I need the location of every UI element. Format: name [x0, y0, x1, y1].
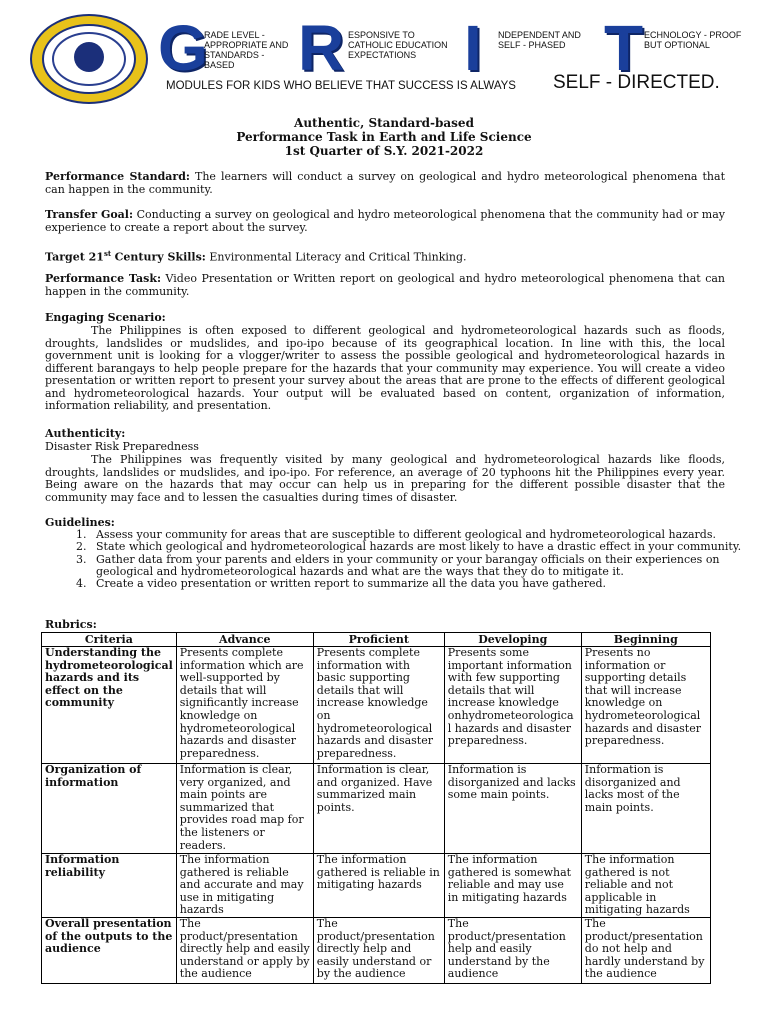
authenticity-text: The Philippines was frequently visited by many geological and hydrometeorological hazards like floods, droughts, landslides or mudslides, and ipo-ipo. For reference, an average of 20 typhoons hit the Philippines every year. Being aware on the hazards that may occur can help us in preparing for the different possible disaster that the community may face and to lessen the casualties during times of disaster.	[45, 453, 725, 504]
rubric-criteria-cell: Organization of information	[42, 764, 177, 854]
banner-r-text: ESPONSIVE TO CATHOLIC EDUCATION EXPECTATIONS	[348, 30, 448, 60]
transfer-goal	[45, 209, 725, 234]
rubric-developing-cell: The information gathered is somewhat reliable and may use in mitigating hazards	[444, 854, 581, 918]
banner-tagline-emphasis: SELF - DIRECTED.	[553, 72, 720, 93]
performance-task	[45, 273, 725, 298]
banner-tagline: MODULES FOR KIDS WHO BELIEVE THAT SUCCESS IS ALWAYS	[166, 80, 516, 92]
rubrics-label: Rubrics:	[45, 618, 97, 631]
banner-i-text: NDEPENDENT AND SELF - PHASED	[498, 30, 581, 50]
rubric-developing-cell: The product/presentation help and easily understand by the audience	[444, 918, 581, 984]
rubric-header-developing: Developing	[444, 633, 581, 647]
rubric-developing-cell: Information is disorganized and lacks some main points.	[444, 764, 581, 854]
rubric-advance-cell: The information gathered is reliable and accurate and may use in mitigating hazards	[176, 854, 313, 918]
banner-letter-g: G	[158, 12, 208, 84]
school-seal	[30, 14, 148, 104]
rubric-header-proficient: Proficient	[313, 633, 444, 647]
banner-letter-i: I	[464, 12, 482, 84]
performance-task-label: Performance Task:	[45, 272, 162, 285]
guideline-item: 2. State which geological and hydrometeorological hazards are most likely to have a drastic effect in your community.	[90, 541, 768, 553]
guidelines-list	[45, 529, 768, 590]
rubric-row	[42, 918, 711, 984]
guideline-item: 1. Assess your community for areas that are susceptible to different geological and hydrometeorological hazards.	[90, 529, 768, 541]
title-line-1: Authentic, Standard-based	[294, 116, 474, 130]
seal-emblem-icon	[74, 42, 104, 72]
rubric-proficient-cell: Information is clear, and organized. Have summarized main points.	[313, 764, 444, 854]
rubric-criteria-cell: Overall presentation of the outputs to the audience	[42, 918, 177, 984]
rubric-proficient-cell: Presents complete information with basic supporting details that will increase knowledge on hydrometeorological hazards and disaster preparedness.	[313, 647, 444, 764]
performance-standard-text: The learners will conduct a survey on geological and hydro meteorological phenomena that can happen in the community.	[45, 170, 725, 196]
engaging-scenario-label: Engaging Scenario:	[45, 311, 166, 324]
rubric-beginning-cell: Presents no information or supporting details that will increase knowledge on hydrometeorological hazards and disaster preparedness.	[581, 647, 710, 764]
guideline-item: 3. Gather data from your parents and elders in your community or your barangay officials on their experiences on geological and hydrometeorological hazards and what are the ways that they do to mitigate it.	[90, 554, 768, 579]
title-line-2: Performance Task in Earth and Life Science	[236, 130, 532, 144]
rubric-header-row	[42, 633, 711, 647]
rubric-criteria-cell: Understanding the hydrometeorological hazards and its effect on the community	[42, 647, 177, 764]
banner-t-text: ECHNOLOGY - PROOF BUT OPTIONAL	[644, 30, 742, 50]
transfer-goal-text: Conducting a survey on geological and hydro meteorological phenomena that the community had or may experience to create a report about the survey.	[45, 208, 726, 234]
guidelines-label: Guidelines:	[45, 516, 115, 529]
rubric-advance-cell: Information is clear, very organized, and main points are summarized that provides road map for the listeners or readers.	[176, 764, 313, 854]
rubric-row	[42, 647, 711, 764]
banner-letter-r: R	[298, 12, 345, 84]
rubric-beginning-cell: The information gathered is not reliable and not applicable in mitigating hazards	[581, 854, 710, 918]
rubric-advance-cell: The product/presentation directly help and easily understand or apply by the audience	[176, 918, 313, 984]
transfer-goal-label: Transfer Goal:	[45, 208, 134, 221]
target-skills	[45, 248, 725, 264]
rubric-proficient-cell: The information gathered is reliable in mitigating hazards	[313, 854, 444, 918]
rubric-table	[41, 632, 711, 984]
performance-standard	[45, 171, 725, 196]
performance-task-text: Video Presentation or Written report on geological and hydro meteorological phenomena that can happen in the community.	[45, 272, 725, 298]
rubric-header-criteria: Criteria	[42, 633, 177, 647]
target-skills-label-sup: st	[103, 249, 112, 258]
rubric-developing-cell: Presents some important information with few supporting details that will increase knowledge onhydrometeorologica l hazards and disaster preparedness.	[444, 647, 581, 764]
rubric-row	[42, 854, 711, 918]
title-line-3: 1st Quarter of S.Y. 2021-2022	[284, 144, 484, 158]
guideline-item: 4. Create a video presentation or written report to summarize all the data you have gathered.	[90, 578, 768, 590]
rubric-beginning-cell: The product/presentation do not help and hardly understand by the audience	[581, 918, 710, 984]
target-skills-label-b: Century Skills:	[114, 250, 206, 264]
rubric-row	[42, 764, 711, 854]
target-skills-label-a: Target 21	[45, 250, 104, 264]
rubric-header-advance: Advance	[176, 633, 313, 647]
banner-letter-t: T	[604, 12, 644, 84]
banner-g-text: RADE LEVEL - APPROPRIATE AND STANDARDS - BASED	[204, 30, 289, 70]
rubric-beginning-cell: Information is disorganized and lacks most of the main points.	[581, 764, 710, 854]
performance-standard-label: Performance Standard:	[45, 170, 190, 183]
rubric-proficient-cell: The product/presentation directly help and easily understand or by the audience	[313, 918, 444, 984]
target-skills-text: Environmental Literacy and Critical Thinking.	[209, 250, 467, 264]
seal-inner	[42, 24, 136, 94]
rubric-criteria-cell: Information reliability	[42, 854, 177, 918]
authenticity-subtitle: Disaster Risk Preparedness	[45, 440, 199, 453]
authenticity-label: Authenticity:	[45, 427, 126, 440]
rubric-advance-cell: Presents complete information which are well-supported by details that will significantly increase knowledge on hydrometeorological hazards and disaster preparedness.	[176, 647, 313, 764]
rubric-header-beginning: Beginning	[581, 633, 710, 647]
engaging-scenario-text: The Philippines is often exposed to different geological and hydrometeorological hazards such as floods, droughts, landslides or mudslides, and ipo-ipo because of its geographical location. In line with this, the local government unit is looking for a vlogger/writer to assess the possible geological and hydrometeorological hazards in different barangays to help people prepare for the hazards that your community may experience. You will create a video presentation or written report to present your survey about the areas that are prone to the effects of different geological and hydrometeorological hazards. Your output will be evaluated based on content, organization of information, information reliability, and presentation.	[45, 324, 725, 412]
